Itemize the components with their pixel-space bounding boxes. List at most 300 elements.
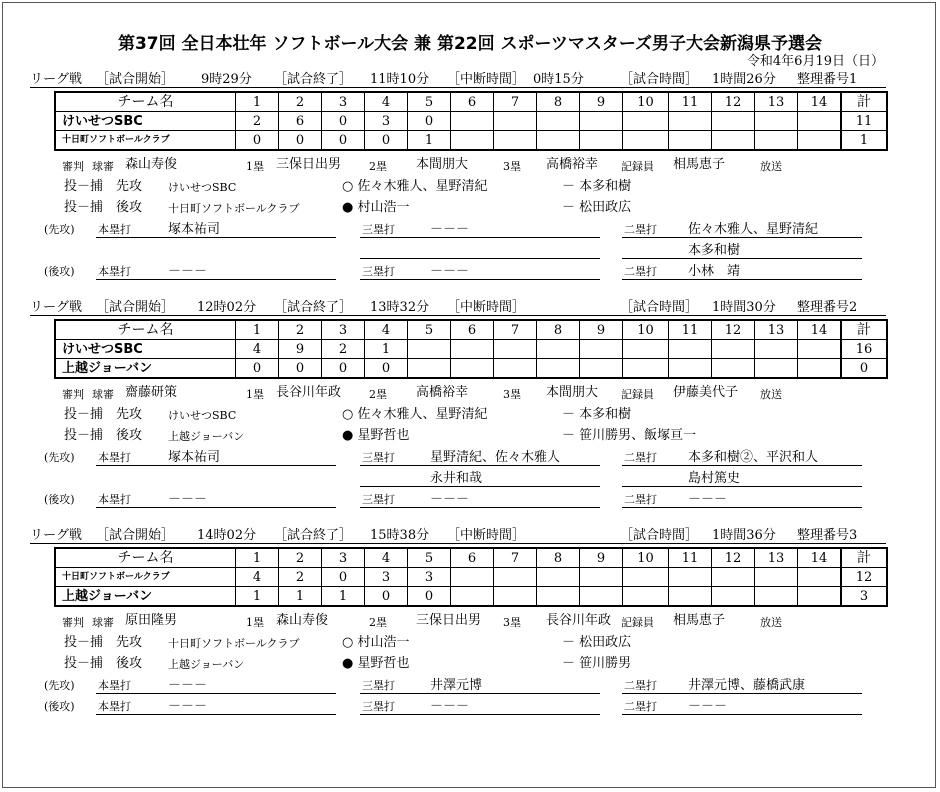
team-total: 11 <box>841 112 887 131</box>
inning-header: 6 <box>451 92 494 112</box>
battery-second-catcher: － 松田政広 <box>562 200 632 215</box>
battery-second-team: 十日町ソフトボールクラブ <box>168 202 300 215</box>
inning-score <box>580 131 623 151</box>
first-base-umpire: 長谷川年政 <box>276 385 342 400</box>
inning-header: 2 <box>279 92 322 112</box>
inning-score <box>755 131 798 151</box>
hr-underline <box>96 465 336 466</box>
battery-first-pitcher: ○ 佐々木雅人、星野清紀 <box>342 179 488 194</box>
inning-header: 2 <box>279 320 322 340</box>
inning-score <box>494 568 537 587</box>
triple-label: 三塁打 <box>362 493 395 506</box>
inning-header: 10 <box>623 548 669 568</box>
inning-score <box>451 568 494 587</box>
start-label: ［試合開始］ <box>96 528 175 543</box>
game-number: 整理番号1 <box>797 72 858 87</box>
inning-score <box>580 568 623 587</box>
first-base-label: 1塁 <box>246 616 264 629</box>
scoreboard-header-row <box>55 320 887 340</box>
home-run-label: 本塁打 <box>98 265 131 278</box>
team-name: 上越ジョーバン <box>55 587 236 607</box>
hr-underline <box>96 693 336 694</box>
broadcast-label: 放送 <box>760 388 782 401</box>
inning-score <box>537 131 580 151</box>
third-base-label: 3塁 <box>503 160 521 173</box>
plate-umpire: 齋藤研策 <box>125 385 178 400</box>
interrupt-time: 0時15分 <box>533 72 584 87</box>
first-triples: －－－ <box>430 222 470 237</box>
inning-score <box>798 359 842 379</box>
double-underline-2 <box>622 258 862 259</box>
inning-header: 4 <box>365 548 408 568</box>
inning-score: 0 <box>236 359 279 379</box>
battery-first-team: 十日町ソフトボールクラブ <box>168 637 300 650</box>
inning-score: 0 <box>365 131 408 151</box>
inning-score <box>798 340 842 359</box>
inning-score: 0 <box>279 359 322 379</box>
inning-score <box>755 340 798 359</box>
inning-header: 8 <box>537 320 580 340</box>
inning-header: 3 <box>322 548 365 568</box>
inning-score <box>537 112 580 131</box>
inning-header: 10 <box>623 92 669 112</box>
team-column-header: チーム名 <box>55 548 236 568</box>
inning-score: 4 <box>236 340 279 359</box>
first-triples: 星野清紀、佐々木雅人 <box>430 450 561 465</box>
inning-header: 13 <box>755 92 798 112</box>
team-column-header: チーム名 <box>55 92 236 112</box>
third-base-label: 3塁 <box>503 388 521 401</box>
battery-second-pitcher: ● 星野哲也 <box>342 656 410 671</box>
inning-header: 8 <box>537 548 580 568</box>
inning-header: 9 <box>580 548 623 568</box>
inning-header: 12 <box>712 92 755 112</box>
league-label: リーグ戦 <box>30 528 83 543</box>
umpire-label: 審判 <box>62 616 84 629</box>
inning-header: 1 <box>236 92 279 112</box>
inning-score <box>451 340 494 359</box>
inning-score <box>755 568 798 587</box>
total-header: 計 <box>841 92 887 112</box>
first-doubles: 佐々木雅人、星野清紀 <box>688 222 819 237</box>
first-triples-continued: 永井和哉 <box>430 471 483 486</box>
plate-umpire: 原田隆男 <box>125 613 178 628</box>
inning-score <box>669 131 712 151</box>
triple-underline-2 <box>360 486 600 487</box>
broadcast-label: 放送 <box>760 616 782 629</box>
inning-score <box>494 587 537 607</box>
team-score-row <box>55 340 887 359</box>
battery-second-label: 投－捕 後攻 <box>64 428 143 443</box>
home-run-label: 本塁打 <box>98 223 131 236</box>
double-label: 二塁打 <box>624 700 657 713</box>
start-label: ［試合開始］ <box>96 72 175 87</box>
inning-score <box>623 131 669 151</box>
start-time: 14時02分 <box>197 528 257 543</box>
triple-underline <box>360 714 600 715</box>
second-base-umpire: 高橋裕幸 <box>416 385 469 400</box>
triple-label: 三塁打 <box>362 451 395 464</box>
end-label: ［試合終了］ <box>274 72 353 87</box>
inning-header: 5 <box>408 320 451 340</box>
scoreboard-table <box>54 91 888 151</box>
event-date: 令和4年6月19日（日） <box>746 54 884 69</box>
header-underline <box>30 543 886 544</box>
inning-score: 6 <box>279 112 322 131</box>
inning-header: 7 <box>494 548 537 568</box>
inning-header: 14 <box>798 548 842 568</box>
recorder: 相馬恵子 <box>673 613 726 628</box>
recorder-label: 記録員 <box>621 616 654 629</box>
battery-first-catcher: － 松田政広 <box>562 635 632 650</box>
triple-underline-2 <box>360 258 600 259</box>
inning-header: 2 <box>279 548 322 568</box>
double-underline <box>622 279 862 280</box>
second-attack-label: (後攻) <box>44 493 75 506</box>
inning-score <box>537 587 580 607</box>
league-label: リーグ戦 <box>30 300 83 315</box>
second-base-umpire: 三保日出男 <box>416 613 482 628</box>
double-underline <box>622 693 862 694</box>
first-doubles: 井澤元博、藤橋武康 <box>688 678 806 693</box>
inning-score <box>451 359 494 379</box>
inning-score: 0 <box>322 359 365 379</box>
double-underline <box>622 507 862 508</box>
battery-second-label: 投－捕 後攻 <box>64 656 143 671</box>
double-label: 二塁打 <box>624 679 657 692</box>
game-number: 整理番号2 <box>797 300 858 315</box>
second-doubles: 小林 靖 <box>688 264 741 279</box>
inning-score <box>494 112 537 131</box>
hr-underline <box>96 714 336 715</box>
start-time: 12時02分 <box>197 300 257 315</box>
end-time: 11時10分 <box>370 72 430 87</box>
inning-header: 12 <box>712 548 755 568</box>
inning-score: 0 <box>322 568 365 587</box>
inning-score <box>669 112 712 131</box>
inning-score <box>580 359 623 379</box>
duration-label: ［試合時間］ <box>620 528 699 543</box>
recorder-label: 記録員 <box>621 388 654 401</box>
team-total: 12 <box>841 568 887 587</box>
second-triples: －－－ <box>430 699 470 714</box>
double-underline <box>622 465 862 466</box>
battery-second-label: 投－捕 後攻 <box>64 200 143 215</box>
inning-header: 11 <box>669 92 712 112</box>
inning-score: 0 <box>408 587 451 607</box>
second-doubles: －－－ <box>688 699 728 714</box>
team-total: 16 <box>841 340 887 359</box>
inning-header: 6 <box>451 548 494 568</box>
plate-umpire-label: 球審 <box>92 388 114 401</box>
start-label: ［試合開始］ <box>96 300 175 315</box>
first-triples: 井澤元博 <box>430 678 483 693</box>
double-label: 二塁打 <box>624 451 657 464</box>
inning-header: 13 <box>755 548 798 568</box>
first-doubles-continued: 本多和樹 <box>688 243 741 258</box>
header-underline <box>30 315 886 316</box>
battery-first-team: けいせつSBC <box>168 181 237 194</box>
inning-score <box>494 359 537 379</box>
battery-first-label: 投－捕 先攻 <box>64 635 143 650</box>
battery-second-pitcher: ● 星野哲也 <box>342 428 410 443</box>
inning-score <box>669 359 712 379</box>
team-total: 3 <box>841 587 887 607</box>
triple-label: 三塁打 <box>362 679 395 692</box>
second-home-runs: －－－ <box>168 264 208 279</box>
inning-score <box>755 587 798 607</box>
team-column-header: チーム名 <box>55 320 236 340</box>
inning-score <box>712 112 755 131</box>
team-score-row <box>55 131 887 151</box>
inning-score <box>712 131 755 151</box>
double-label: 二塁打 <box>624 223 657 236</box>
first-home-runs: －－－ <box>168 678 208 693</box>
umpire-label: 審判 <box>62 160 84 173</box>
inning-score <box>451 587 494 607</box>
broadcast-label: 放送 <box>760 160 782 173</box>
home-run-label: 本塁打 <box>98 679 131 692</box>
third-base-umpire: 本間朋大 <box>546 385 599 400</box>
battery-first-label: 投－捕 先攻 <box>64 407 143 422</box>
inning-score <box>755 359 798 379</box>
inning-header: 14 <box>798 320 842 340</box>
inning-header: 10 <box>623 320 669 340</box>
first-base-umpire: 三保日出男 <box>276 157 342 172</box>
double-underline <box>622 714 862 715</box>
recorder-label: 記録員 <box>621 160 654 173</box>
inning-score: 0 <box>408 112 451 131</box>
game-number: 整理番号3 <box>797 528 858 543</box>
inning-score <box>408 340 451 359</box>
inning-score: 0 <box>365 359 408 379</box>
inning-score <box>537 568 580 587</box>
inning-score <box>537 340 580 359</box>
inning-header: 9 <box>580 320 623 340</box>
duration-time: 1時間26分 <box>712 72 776 87</box>
double-underline-2 <box>622 486 862 487</box>
inning-score: 0 <box>365 587 408 607</box>
duration-label: ［試合時間］ <box>620 72 699 87</box>
inning-header: 8 <box>537 92 580 112</box>
interrupt-label: ［中断時間］ <box>447 72 526 87</box>
inning-header: 5 <box>408 92 451 112</box>
inning-score <box>580 340 623 359</box>
triple-underline <box>360 279 600 280</box>
inning-score <box>798 112 842 131</box>
first-attack-label: (先攻) <box>44 451 75 464</box>
inning-score: 0 <box>236 131 279 151</box>
second-triples: －－－ <box>430 492 470 507</box>
inning-score: 2 <box>322 340 365 359</box>
team-name: けいせつSBC <box>55 112 236 131</box>
inning-header: 1 <box>236 320 279 340</box>
double-label: 二塁打 <box>624 493 657 506</box>
inning-score: 0 <box>279 131 322 151</box>
inning-score <box>798 587 842 607</box>
inning-header: 6 <box>451 320 494 340</box>
scoreboard-header-row <box>55 92 887 112</box>
inning-score <box>669 568 712 587</box>
inning-header: 4 <box>365 92 408 112</box>
inning-header: 1 <box>236 548 279 568</box>
inning-score: 1 <box>322 587 365 607</box>
inning-score <box>623 359 669 379</box>
inning-score: 2 <box>236 112 279 131</box>
triple-underline <box>360 237 600 238</box>
inning-score <box>669 340 712 359</box>
hr-underline <box>96 279 336 280</box>
total-header: 計 <box>841 548 887 568</box>
inning-score <box>712 568 755 587</box>
team-name: 上越ジョーバン <box>55 359 236 379</box>
inning-score <box>537 359 580 379</box>
first-doubles: 本多和樹②、平沢和人 <box>688 450 819 465</box>
inning-score: 9 <box>279 340 322 359</box>
battery-second-catcher: － 笹川勝男 <box>562 656 632 671</box>
inning-header: 12 <box>712 320 755 340</box>
interrupt-label: ［中断時間］ <box>447 300 526 315</box>
team-score-row <box>55 568 887 587</box>
plate-umpire: 森山寿俊 <box>125 157 178 172</box>
inning-header: 9 <box>580 92 623 112</box>
inning-score: 0 <box>322 131 365 151</box>
inning-header: 7 <box>494 320 537 340</box>
second-base-label: 2塁 <box>369 616 387 629</box>
end-label: ［試合終了］ <box>274 300 353 315</box>
plate-umpire-label: 球審 <box>92 616 114 629</box>
inning-score <box>712 359 755 379</box>
inning-score <box>623 587 669 607</box>
team-score-row <box>55 587 887 607</box>
inning-score: 0 <box>322 112 365 131</box>
first-base-umpire: 森山寿俊 <box>276 613 329 628</box>
inning-score <box>494 131 537 151</box>
inning-header: 14 <box>798 92 842 112</box>
inning-score <box>712 587 755 607</box>
inning-score: 2 <box>279 568 322 587</box>
inning-score: 3 <box>408 568 451 587</box>
inning-header: 11 <box>669 320 712 340</box>
battery-first-team: けいせつSBC <box>168 409 237 422</box>
second-base-label: 2塁 <box>369 160 387 173</box>
triple-label: 三塁打 <box>362 223 395 236</box>
inning-score <box>623 568 669 587</box>
duration-time: 1時間30分 <box>712 300 776 315</box>
home-run-label: 本塁打 <box>98 451 131 464</box>
inning-score <box>494 340 537 359</box>
inning-score: 3 <box>365 112 408 131</box>
inning-score: 1 <box>279 587 322 607</box>
inning-score <box>623 112 669 131</box>
team-name: 十日町ソフトボールクラブ <box>55 131 236 151</box>
second-doubles: －－－ <box>688 492 728 507</box>
double-underline <box>622 237 862 238</box>
battery-first-pitcher: ○ 佐々木雅人、星野清紀 <box>342 407 488 422</box>
first-home-runs: 塚本祐司 <box>168 222 221 237</box>
inning-score <box>580 112 623 131</box>
inning-header: 11 <box>669 548 712 568</box>
total-header: 計 <box>841 320 887 340</box>
first-attack-label: (先攻) <box>44 679 75 692</box>
team-name: 十日町ソフトボールクラブ <box>55 568 236 587</box>
second-home-runs: －－－ <box>168 492 208 507</box>
second-base-label: 2塁 <box>369 388 387 401</box>
triple-label: 三塁打 <box>362 265 395 278</box>
inning-header: 3 <box>322 320 365 340</box>
first-attack-label: (先攻) <box>44 223 75 236</box>
inning-score <box>623 340 669 359</box>
triple-label: 三塁打 <box>362 700 395 713</box>
inning-header: 13 <box>755 320 798 340</box>
first-doubles-continued: 島村篤史 <box>688 471 741 486</box>
double-label: 二塁打 <box>624 265 657 278</box>
inning-score <box>798 131 842 151</box>
second-attack-label: (後攻) <box>44 700 75 713</box>
inning-header: 3 <box>322 92 365 112</box>
battery-second-catcher: － 笹川勝男、飯塚亘一 <box>562 428 697 443</box>
duration-time: 1時間36分 <box>712 528 776 543</box>
inning-score <box>451 131 494 151</box>
inning-score: 1 <box>236 587 279 607</box>
inning-header: 4 <box>365 320 408 340</box>
first-base-label: 1塁 <box>246 388 264 401</box>
battery-first-catcher: － 本多和樹 <box>562 179 632 194</box>
end-time: 13時32分 <box>370 300 430 315</box>
inning-score <box>669 587 712 607</box>
inning-score <box>580 587 623 607</box>
third-base-umpire: 長谷川年政 <box>546 613 612 628</box>
inning-header: 7 <box>494 92 537 112</box>
inning-score: 4 <box>236 568 279 587</box>
inning-score <box>712 340 755 359</box>
third-base-label: 3塁 <box>503 616 521 629</box>
team-total: 1 <box>841 131 887 151</box>
scoreboard-table <box>54 547 888 607</box>
end-time: 15時38分 <box>370 528 430 543</box>
umpire-label: 審判 <box>62 388 84 401</box>
second-attack-label: (後攻) <box>44 265 75 278</box>
inning-score <box>755 112 798 131</box>
inning-header: 5 <box>408 548 451 568</box>
plate-umpire-label: 球審 <box>92 160 114 173</box>
duration-label: ［試合時間］ <box>620 300 699 315</box>
third-base-umpire: 高橋裕幸 <box>546 157 599 172</box>
recorder: 伊藤美代子 <box>673 385 739 400</box>
team-total: 0 <box>841 359 887 379</box>
triple-underline <box>360 693 600 694</box>
triple-underline <box>360 465 600 466</box>
first-base-label: 1塁 <box>246 160 264 173</box>
start-time: 9時29分 <box>201 72 252 87</box>
second-base-umpire: 本間朋大 <box>416 157 469 172</box>
battery-first-label: 投－捕 先攻 <box>64 179 143 194</box>
recorder: 相馬恵子 <box>673 157 726 172</box>
scoreboard-header-row <box>55 548 887 568</box>
hr-underline <box>96 237 336 238</box>
team-score-row <box>55 112 887 131</box>
battery-first-catcher: － 本多和樹 <box>562 407 632 422</box>
header-underline <box>30 87 886 88</box>
battery-second-pitcher: ● 村山浩一 <box>342 200 410 215</box>
battery-first-pitcher: ○ 村山浩一 <box>342 635 410 650</box>
team-score-row <box>55 359 887 379</box>
inning-score: 1 <box>408 131 451 151</box>
second-home-runs: －－－ <box>168 699 208 714</box>
inning-score: 1 <box>365 340 408 359</box>
home-run-label: 本塁打 <box>98 493 131 506</box>
inning-score <box>408 359 451 379</box>
